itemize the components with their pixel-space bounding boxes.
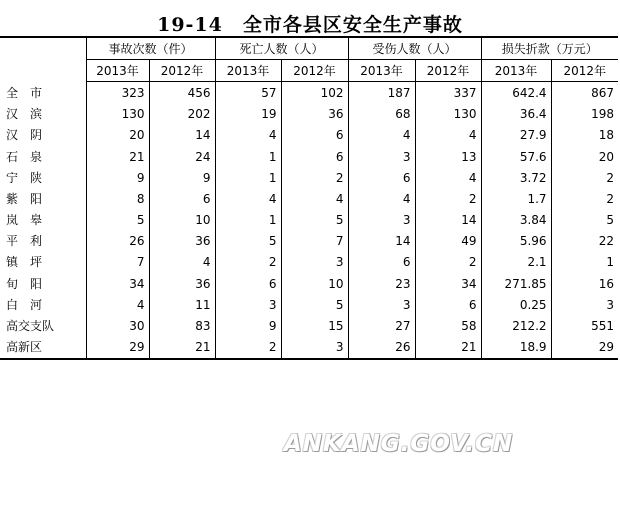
table-cell: 130 — [415, 104, 481, 125]
table-row — [0, 315, 618, 336]
row-label: 岚 皋 — [6, 213, 43, 228]
table-cell: 57 — [215, 82, 281, 104]
table-cell: 36 — [149, 273, 215, 294]
table-cell: 3 — [281, 337, 348, 359]
table-cell: 5.96 — [481, 231, 551, 252]
row-label: 白 河 — [6, 297, 43, 312]
header-losses: 损失折款（万元） — [481, 37, 618, 60]
table-title: 19-14 全市各县区安全生产事故 — [157, 14, 463, 36]
table-row — [0, 167, 618, 188]
table-cell: 36.4 — [481, 104, 551, 125]
table-cell: 27.9 — [481, 125, 551, 146]
table-cell: 456 — [149, 82, 215, 104]
table-row — [0, 294, 618, 315]
table-cell: 14 — [149, 125, 215, 146]
table-cell: 15 — [281, 315, 348, 336]
table-cell: 4 — [415, 125, 481, 146]
table-cell: 4 — [86, 294, 149, 315]
row-label: 镇 坪 — [6, 255, 43, 270]
table-row — [0, 252, 618, 273]
row-label: 旬 阳 — [6, 276, 43, 291]
table-cell: 6 — [149, 188, 215, 209]
table-cell: 6 — [215, 273, 281, 294]
row-label: 高新区 — [6, 340, 43, 355]
table-cell: 2 — [215, 252, 281, 273]
table-cell: 10 — [149, 210, 215, 231]
table-cell: 3 — [281, 252, 348, 273]
table-cell: 2 — [551, 188, 618, 209]
table-row — [0, 210, 618, 231]
table-cell: 2 — [415, 252, 481, 273]
table-row — [0, 231, 618, 252]
header-year-2013: 2013年 — [215, 60, 281, 82]
table-cell: 1 — [551, 252, 618, 273]
table-cell: 187 — [348, 82, 415, 104]
table-cell: 2 — [551, 167, 618, 188]
table-cell: 18.9 — [481, 337, 551, 359]
table-cell: 29 — [551, 337, 618, 359]
header-year-2012: 2012年 — [415, 60, 481, 82]
row-label: 全 市 — [6, 85, 43, 100]
row-label: 高交支队 — [6, 319, 55, 334]
table-cell: 3 — [348, 210, 415, 231]
table-cell: 7 — [281, 231, 348, 252]
table-cell: 3 — [348, 146, 415, 167]
table-cell: 18 — [551, 125, 618, 146]
table-cell: 30 — [86, 315, 149, 336]
table-cell: 198 — [551, 104, 618, 125]
table-cell: 22 — [551, 231, 618, 252]
table-cell: 0.25 — [481, 294, 551, 315]
table-cell: 14 — [348, 231, 415, 252]
table-cell: 11 — [149, 294, 215, 315]
table-cell: 551 — [551, 315, 618, 336]
table-cell: 9 — [86, 167, 149, 188]
header-accidents: 事故次数（件） — [86, 37, 215, 60]
table-cell: 323 — [86, 82, 149, 104]
table-cell: 19 — [215, 104, 281, 125]
table-cell: 9 — [149, 167, 215, 188]
table-cell: 1 — [215, 210, 281, 231]
row-label: 石 泉 — [6, 149, 43, 164]
table-row — [0, 125, 618, 146]
table-cell: 83 — [149, 315, 215, 336]
header-year-2013: 2013年 — [348, 60, 415, 82]
header-year-2012: 2012年 — [281, 60, 348, 82]
table-cell: 24 — [149, 146, 215, 167]
statistics-table — [0, 36, 618, 360]
table-cell: 57.6 — [481, 146, 551, 167]
table-cell: 130 — [86, 104, 149, 125]
table-cell: 6 — [415, 294, 481, 315]
table-cell: 3.72 — [481, 167, 551, 188]
table-cell: 36 — [281, 104, 348, 125]
table-cell: 4 — [215, 188, 281, 209]
table-cell: 1 — [215, 167, 281, 188]
table-row — [0, 188, 618, 209]
row-label: 汉 阴 — [6, 128, 43, 143]
table-cell: 337 — [415, 82, 481, 104]
header-year-2013: 2013年 — [86, 60, 149, 82]
table-cell: 867 — [551, 82, 618, 104]
table-cell: 2.1 — [481, 252, 551, 273]
row-label: 平 利 — [6, 234, 43, 249]
table-cell: 4 — [348, 188, 415, 209]
table-cell: 202 — [149, 104, 215, 125]
table-cell: 102 — [281, 82, 348, 104]
table-cell: 34 — [415, 273, 481, 294]
table-cell: 4 — [149, 252, 215, 273]
table-cell: 21 — [415, 337, 481, 359]
table-cell: 68 — [348, 104, 415, 125]
table-cell: 5 — [215, 231, 281, 252]
table-cell: 27 — [348, 315, 415, 336]
table-cell: 23 — [348, 273, 415, 294]
table-cell: 21 — [86, 146, 149, 167]
table-cell: 6 — [348, 167, 415, 188]
row-label: 紫 阳 — [6, 191, 43, 206]
table-cell: 34 — [86, 273, 149, 294]
table-cell: 5 — [281, 294, 348, 315]
table-cell: 3 — [215, 294, 281, 315]
table-cell: 21 — [149, 337, 215, 359]
table-cell: 10 — [281, 273, 348, 294]
header-year-2012: 2012年 — [149, 60, 215, 82]
header-corner — [0, 37, 86, 82]
table-cell: 1.7 — [481, 188, 551, 209]
table-cell: 58 — [415, 315, 481, 336]
table-row — [0, 104, 618, 125]
table-cell: 20 — [86, 125, 149, 146]
table-cell: 6 — [281, 125, 348, 146]
table-cell: 4 — [348, 125, 415, 146]
table-cell: 3 — [551, 294, 618, 315]
header-deaths: 死亡人数（人） — [215, 37, 348, 60]
table-cell: 8 — [86, 188, 149, 209]
table-cell: 29 — [86, 337, 149, 359]
table-cell: 2 — [415, 188, 481, 209]
watermark-logo: ANKANG.GOV.CN — [284, 431, 514, 457]
table-row — [0, 273, 618, 294]
table-cell: 20 — [551, 146, 618, 167]
table-row — [0, 82, 618, 104]
table-cell: 9 — [215, 315, 281, 336]
table-cell: 5 — [86, 210, 149, 231]
table-cell: 3.84 — [481, 210, 551, 231]
table-cell: 49 — [415, 231, 481, 252]
table-cell: 4 — [281, 188, 348, 209]
table-cell: 14 — [415, 210, 481, 231]
table-cell: 6 — [281, 146, 348, 167]
table-cell: 4 — [215, 125, 281, 146]
table-cell: 26 — [86, 231, 149, 252]
table-row — [0, 337, 618, 359]
table-cell: 13 — [415, 146, 481, 167]
table-cell: 212.2 — [481, 315, 551, 336]
table-cell: 16 — [551, 273, 618, 294]
header-year-2012: 2012年 — [551, 60, 618, 82]
table-cell: 2 — [281, 167, 348, 188]
table-cell: 1 — [215, 146, 281, 167]
table-cell: 271.85 — [481, 273, 551, 294]
table-cell: 4 — [415, 167, 481, 188]
row-label: 宁 陕 — [6, 170, 43, 185]
header-injuries: 受伤人数（人） — [348, 37, 481, 60]
table-cell: 26 — [348, 337, 415, 359]
table-cell: 642.4 — [481, 82, 551, 104]
table-cell: 5 — [281, 210, 348, 231]
table-cell: 36 — [149, 231, 215, 252]
header-year-2013: 2013年 — [481, 60, 551, 82]
table-cell: 6 — [348, 252, 415, 273]
table-row — [0, 146, 618, 167]
table-cell: 2 — [215, 337, 281, 359]
table-cell: 3 — [348, 294, 415, 315]
table-cell: 7 — [86, 252, 149, 273]
row-label: 汉 滨 — [6, 107, 43, 122]
table-cell: 5 — [551, 210, 618, 231]
